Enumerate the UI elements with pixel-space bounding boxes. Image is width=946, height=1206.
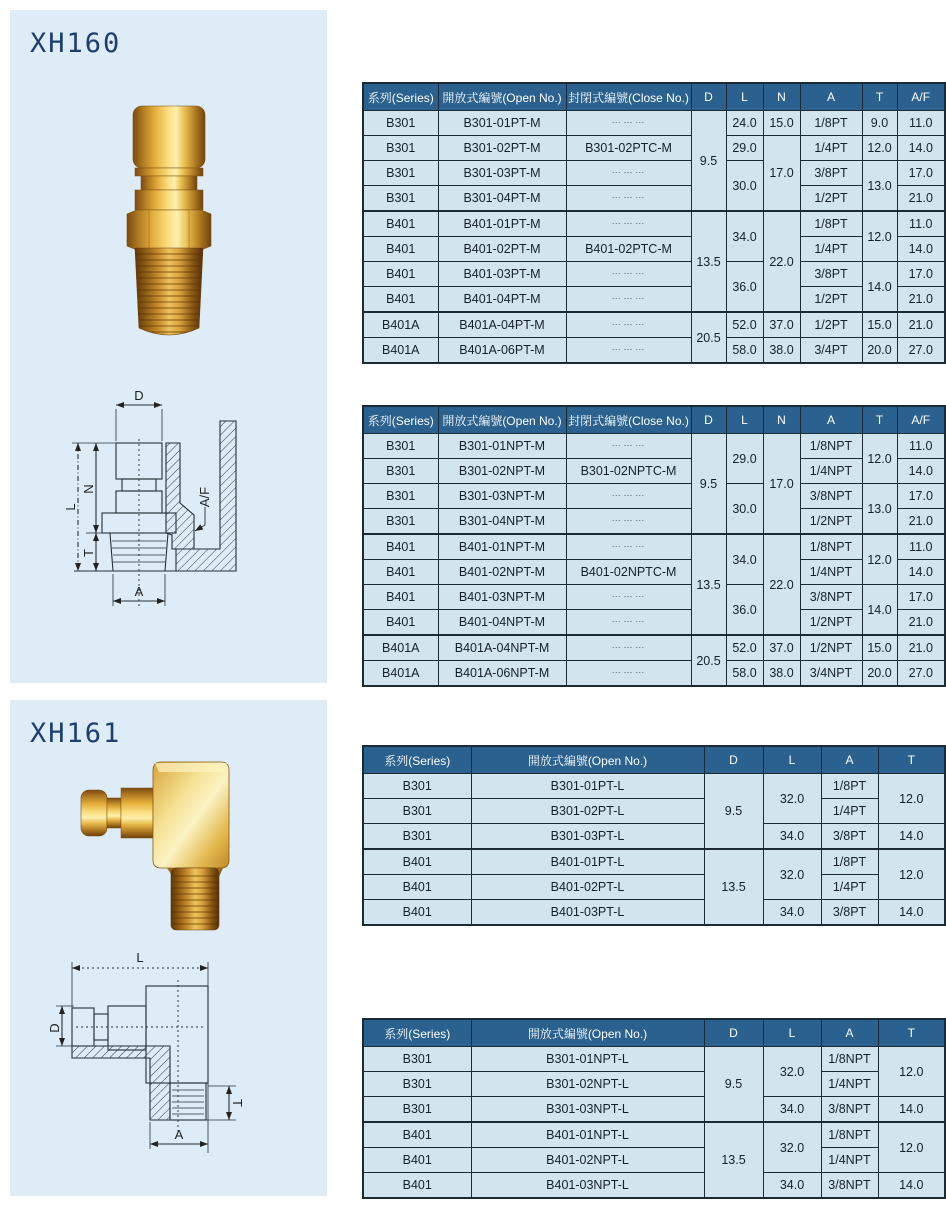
spec-cell: 14.0 [862, 262, 897, 313]
spec-cell: 1/4PT [800, 136, 862, 161]
table-row [363, 1148, 945, 1173]
column-header: 系列(Series) [363, 83, 438, 111]
spec-cell: 1/2PT [800, 186, 862, 212]
spec-cell: 21.0 [897, 312, 945, 338]
spec-cell: B301 [363, 186, 438, 212]
spec-cell: 1/2NPT [800, 509, 862, 535]
spec-cell: 3/8NPT [821, 1097, 878, 1123]
spec-cell: 13.5 [691, 534, 726, 635]
table-row [363, 1097, 945, 1123]
spec-cell: --- --- --- [566, 161, 691, 186]
spec-cell: 17.0 [897, 262, 945, 287]
spec-cell: B301-04PT-M [438, 186, 566, 212]
spec-cell: --- --- --- [566, 585, 691, 610]
spec-cell: B401 [363, 262, 438, 287]
table-row [363, 824, 945, 850]
table-row [363, 635, 945, 661]
column-header: 開放式編號(Open No.) [471, 1019, 704, 1047]
spec-cell: 58.0 [726, 661, 763, 687]
spec-cell: B401 [363, 875, 471, 900]
spec-cell: 17.0 [897, 161, 945, 186]
spec-cell: B301 [363, 161, 438, 186]
dim-label-d: D [133, 388, 144, 403]
spec-cell: B401 [363, 585, 438, 610]
spec-cell: 21.0 [897, 635, 945, 661]
spec-cell: 30.0 [726, 161, 763, 212]
spec-cell: 52.0 [726, 635, 763, 661]
spec-cell: 24.0 [726, 111, 763, 136]
column-header: L [726, 406, 763, 434]
header-row [363, 1019, 945, 1047]
spec-cell: B401-02PTC-M [566, 237, 691, 262]
spec-cell: 13.0 [862, 484, 897, 535]
table-row [363, 434, 945, 459]
table-row [363, 585, 945, 610]
spec-cell: B301-02NPT-M [438, 459, 566, 484]
spec-cell: --- --- --- [566, 534, 691, 560]
spec-table-xh161-npt [362, 1018, 944, 1199]
spec-cell: B301-02PTC-M [566, 136, 691, 161]
spec-cell: B301-03PT-M [438, 161, 566, 186]
product-code-xh160: XH160 [30, 28, 122, 59]
spec-cell: 1/2PT [800, 287, 862, 313]
spec-cell: 3/8PT [800, 262, 862, 287]
spec-cell: B301 [363, 111, 438, 136]
table-row [363, 900, 945, 926]
spec-cell: B401 [363, 1148, 471, 1173]
spec-cell: 1/8NPT [821, 1122, 878, 1148]
spec-cell: 9.5 [704, 774, 763, 850]
spec-cell: 11.0 [897, 111, 945, 136]
spec-cell: 38.0 [763, 338, 800, 364]
spec-cell: B401-04PT-M [438, 287, 566, 313]
spec-cell: 1/8PT [800, 211, 862, 237]
spec-table-xh160-npt [362, 405, 944, 687]
column-header: D [691, 83, 726, 111]
spec-cell: 9.0 [862, 111, 897, 136]
spec-cell: --- --- --- [566, 661, 691, 687]
spec-cell: 1/2NPT [800, 610, 862, 636]
spec-cell: 11.0 [897, 211, 945, 237]
spec-cell: 3/4NPT [800, 661, 862, 687]
spec-cell: B401-03NPT-M [438, 585, 566, 610]
spec-cell: B401-01PT-L [471, 849, 704, 875]
spec-cell: 20.0 [862, 338, 897, 364]
spec-cell: B401-02NPTC-M [566, 560, 691, 585]
spec-cell: B301 [363, 1097, 471, 1123]
spec-table-xh161-pt [362, 745, 944, 926]
spec-cell: B301 [363, 459, 438, 484]
spec-cell: --- --- --- [566, 338, 691, 364]
column-header: L [726, 83, 763, 111]
spec-cell: B401A-06NPT-M [438, 661, 566, 687]
spec-cell: B301-03NPT-M [438, 484, 566, 509]
spec-cell: B301-02PT-L [471, 799, 704, 824]
spec-cell: --- --- --- [566, 484, 691, 509]
spec-cell: --- --- --- [566, 111, 691, 136]
spec-cell: B401 [363, 900, 471, 926]
table-row [363, 1072, 945, 1097]
column-header: L [763, 746, 821, 774]
spec-cell: B401-03NPT-L [471, 1173, 704, 1199]
dim-label-a: A [134, 584, 143, 599]
spec-cell: B301 [363, 484, 438, 509]
spec-cell: B401 [363, 560, 438, 585]
spec-cell: 17.0 [763, 434, 800, 535]
spec-cell: 1/4NPT [821, 1148, 878, 1173]
spec-cell: 1/4PT [821, 799, 878, 824]
spec-cell: 1/4NPT [821, 1072, 878, 1097]
dimension-drawing-xh160 [24, 385, 314, 645]
column-header: A [800, 83, 862, 111]
table-row [363, 1122, 945, 1148]
spec-cell: 14.0 [878, 900, 945, 926]
spec-cell: B301 [363, 1047, 471, 1072]
spec-cell: 22.0 [763, 211, 800, 312]
spec-cell: B401A-04NPT-M [438, 635, 566, 661]
spec-cell: 12.0 [878, 1122, 945, 1173]
spec-cell: 27.0 [897, 661, 945, 687]
table-row [363, 338, 945, 364]
spec-cell: B301-04NPT-M [438, 509, 566, 535]
spec-cell: 9.5 [691, 434, 726, 535]
table-row [363, 237, 945, 262]
spec-cell: 12.0 [862, 211, 897, 262]
spec-cell: 37.0 [763, 635, 800, 661]
spec-cell: 12.0 [878, 1047, 945, 1097]
spec-cell: 1/8NPT [800, 534, 862, 560]
spec-cell: 21.0 [897, 509, 945, 535]
dim-label-n: N [80, 484, 96, 494]
spec-cell: B401A-04PT-M [438, 312, 566, 338]
spec-cell: B301-01PT-M [438, 111, 566, 136]
column-header: 開放式編號(Open No.) [438, 83, 566, 111]
table-row [363, 774, 945, 799]
product-panel-xh161 [10, 700, 327, 1196]
spec-cell: --- --- --- [566, 312, 691, 338]
spec-cell: 22.0 [763, 534, 800, 635]
spec-cell: 3/8NPT [800, 484, 862, 509]
spec-cell: B401A [363, 661, 438, 687]
column-header: N [763, 83, 800, 111]
spec-cell: 1/8NPT [800, 434, 862, 459]
spec-cell: 38.0 [763, 661, 800, 687]
spec-cell: 32.0 [763, 1122, 821, 1173]
spec-cell: --- --- --- [566, 211, 691, 237]
spec-cell: 1/4PT [821, 875, 878, 900]
dim-label-t: T [229, 1099, 245, 1107]
spec-cell: 3/8NPT [800, 585, 862, 610]
column-header: L [763, 1019, 821, 1047]
spec-cell: B301-01NPT-L [471, 1047, 704, 1072]
spec-cell: 34.0 [726, 211, 763, 262]
spec-cell: 58.0 [726, 338, 763, 364]
spec-cell: 36.0 [726, 262, 763, 313]
spec-cell: B301-03PT-L [471, 824, 704, 850]
spec-cell: 29.0 [726, 434, 763, 484]
spec-cell: 20.5 [691, 635, 726, 686]
spec-cell: 14.0 [878, 824, 945, 850]
spec-cell: B301 [363, 774, 471, 799]
column-header: 開放式編號(Open No.) [471, 746, 704, 774]
header-row [363, 746, 945, 774]
column-header: D [704, 1019, 763, 1047]
spec-cell: B401 [363, 237, 438, 262]
column-header: A [821, 1019, 878, 1047]
spec-cell: --- --- --- [566, 635, 691, 661]
spec-cell: B401-02PT-L [471, 875, 704, 900]
spec-cell: B301 [363, 1072, 471, 1097]
column-header: T [862, 83, 897, 111]
spec-cell: 17.0 [897, 484, 945, 509]
column-header: 系列(Series) [363, 1019, 471, 1047]
spec-cell: --- --- --- [566, 610, 691, 636]
spec-cell: 27.0 [897, 338, 945, 364]
table-row [363, 799, 945, 824]
spec-cell: 13.5 [704, 1122, 763, 1198]
spec-cell: 1/4NPT [800, 459, 862, 484]
spec-cell: 14.0 [897, 560, 945, 585]
spec-cell: --- --- --- [566, 287, 691, 313]
spec-cell: 37.0 [763, 312, 800, 338]
column-header: N [763, 406, 800, 434]
spec-cell: B401A [363, 635, 438, 661]
dim-label-af: A/F [196, 486, 212, 508]
spec-cell: --- --- --- [566, 509, 691, 535]
table-row [363, 661, 945, 687]
table-row [363, 560, 945, 585]
spec-cell: 12.0 [878, 774, 945, 824]
spec-cell: --- --- --- [566, 186, 691, 212]
spec-cell: 3/8PT [800, 161, 862, 186]
spec-cell: 3/4PT [800, 338, 862, 364]
column-header: D [704, 746, 763, 774]
spec-cell: 34.0 [763, 824, 821, 850]
spec-cell: 14.0 [878, 1173, 945, 1199]
spec-cell: B401-03PT-M [438, 262, 566, 287]
spec-table-xh160-npt [362, 405, 946, 687]
spec-cell: B301-01PT-L [471, 774, 704, 799]
spec-cell: 3/8PT [821, 824, 878, 850]
spec-cell: 34.0 [763, 1097, 821, 1123]
spec-cell: --- --- --- [566, 434, 691, 459]
spec-cell: 34.0 [763, 1173, 821, 1199]
spec-cell: 15.0 [763, 111, 800, 136]
product-code-xh161: XH161 [30, 718, 122, 749]
spec-cell: 21.0 [897, 186, 945, 212]
spec-cell: 14.0 [897, 459, 945, 484]
table-row [363, 186, 945, 212]
spec-cell: B401 [363, 211, 438, 237]
spec-cell: 20.0 [862, 661, 897, 687]
spec-cell: B401-02NPT-L [471, 1148, 704, 1173]
spec-cell: 30.0 [726, 484, 763, 535]
column-header: T [862, 406, 897, 434]
spec-cell: B401-02NPT-M [438, 560, 566, 585]
spec-cell: 1/8NPT [821, 1047, 878, 1072]
column-header: T [878, 746, 945, 774]
spec-cell: B301 [363, 824, 471, 850]
spec-cell: 32.0 [763, 1047, 821, 1097]
spec-cell: 32.0 [763, 774, 821, 824]
spec-cell: B401 [363, 610, 438, 636]
spec-cell: 13.0 [862, 161, 897, 212]
header-row [363, 406, 945, 434]
column-header: A [800, 406, 862, 434]
spec-cell: 14.0 [897, 136, 945, 161]
spec-cell: 9.5 [691, 111, 726, 212]
column-header: 系列(Series) [363, 746, 471, 774]
spec-cell: 3/8PT [821, 900, 878, 926]
dimension-drawing-xh161 [24, 948, 314, 1173]
table-row [363, 1047, 945, 1072]
column-header: A/F [897, 406, 945, 434]
spec-cell: 1/8PT [821, 849, 878, 875]
spec-cell: B401A [363, 312, 438, 338]
spec-cell: 52.0 [726, 312, 763, 338]
table-row [363, 161, 945, 186]
column-header: 系列(Series) [363, 406, 438, 434]
table-row [363, 287, 945, 313]
table-row [363, 459, 945, 484]
table-row [363, 1173, 945, 1199]
spec-cell: B401-01NPT-M [438, 534, 566, 560]
spec-cell: B301 [363, 434, 438, 459]
spec-table-xh160-pt [362, 82, 946, 364]
product-panel-xh160 [10, 10, 327, 683]
spec-cell: B401 [363, 1122, 471, 1148]
spec-cell: 21.0 [897, 287, 945, 313]
spec-cell: --- --- --- [566, 262, 691, 287]
dim-label-a: A [174, 1127, 183, 1142]
header-row [363, 83, 945, 111]
table-row [363, 111, 945, 136]
cross-section-drawing [24, 385, 314, 645]
spec-cell: 1/4PT [800, 237, 862, 262]
spec-cell: 29.0 [726, 136, 763, 161]
spec-cell: 11.0 [897, 534, 945, 560]
spec-cell: B401-04NPT-M [438, 610, 566, 636]
cross-section-drawing [24, 948, 314, 1173]
spec-cell: 34.0 [726, 534, 763, 585]
spec-cell: 15.0 [862, 635, 897, 661]
spec-cell: 14.0 [862, 585, 897, 636]
spec-cell: 1/4NPT [800, 560, 862, 585]
table-row [363, 211, 945, 237]
spec-cell: B301-02PT-M [438, 136, 566, 161]
spec-cell: B401-03PT-L [471, 900, 704, 926]
spec-table-xh160-pt [362, 82, 944, 364]
spec-cell: 9.5 [704, 1047, 763, 1123]
spec-cell: B401-01PT-M [438, 211, 566, 237]
spec-cell: B401 [363, 534, 438, 560]
spec-cell: B301 [363, 509, 438, 535]
brass-straight-plug-image [119, 102, 219, 342]
table-row [363, 610, 945, 636]
spec-cell: 1/2NPT [800, 635, 862, 661]
column-header: T [878, 1019, 945, 1047]
spec-cell: B401 [363, 287, 438, 313]
spec-cell: B401 [363, 849, 471, 875]
table-row [363, 484, 945, 509]
spec-cell: 34.0 [763, 900, 821, 926]
spec-cell: 21.0 [897, 610, 945, 636]
spec-cell: 17.0 [763, 136, 800, 212]
spec-cell: 13.5 [704, 849, 763, 925]
table-row [363, 312, 945, 338]
spec-cell: 36.0 [726, 585, 763, 636]
table-row [363, 136, 945, 161]
spec-cell: 12.0 [862, 434, 897, 484]
spec-cell: 14.0 [897, 237, 945, 262]
column-header: 開放式編號(Open No.) [438, 406, 566, 434]
spec-cell: B301 [363, 799, 471, 824]
dim-label-d: D [46, 1023, 62, 1033]
dim-label-t: T [80, 549, 96, 557]
spec-cell: 14.0 [878, 1097, 945, 1123]
column-header: 封閉式編號(Close No.) [566, 83, 691, 111]
spec-cell: 20.5 [691, 312, 726, 363]
spec-table-xh161-npt [362, 1018, 946, 1199]
spec-cell: B301 [363, 136, 438, 161]
spec-cell: 13.5 [691, 211, 726, 312]
spec-cell: B301-03NPT-L [471, 1097, 704, 1123]
spec-cell: B301-02NPT-L [471, 1072, 704, 1097]
spec-cell: 1/8PT [800, 111, 862, 136]
spec-cell: B401A [363, 338, 438, 364]
spec-cell: 12.0 [878, 849, 945, 900]
spec-cell: B401 [363, 1173, 471, 1199]
spec-cell: B401-01NPT-L [471, 1122, 704, 1148]
spec-cell: 32.0 [763, 849, 821, 900]
brass-elbow-plug-image [79, 750, 259, 935]
column-header: A [821, 746, 878, 774]
dim-label-l: L [62, 503, 78, 511]
column-header: A/F [897, 83, 945, 111]
spec-cell: 15.0 [862, 312, 897, 338]
spec-cell: 12.0 [862, 534, 897, 585]
table-row [363, 509, 945, 535]
spec-cell: 3/8NPT [821, 1173, 878, 1199]
spec-cell: 17.0 [897, 585, 945, 610]
spec-table-xh161-pt [362, 745, 946, 926]
table-row [363, 262, 945, 287]
dim-label-l: L [135, 950, 144, 965]
spec-cell: 11.0 [897, 434, 945, 459]
table-row [363, 849, 945, 875]
spec-cell: 1/2PT [800, 312, 862, 338]
product-photo-xh161 [79, 750, 259, 935]
spec-cell: 1/8PT [821, 774, 878, 799]
column-header: D [691, 406, 726, 434]
spec-cell: B401A-06PT-M [438, 338, 566, 364]
table-row [363, 875, 945, 900]
spec-cell: B301-01NPT-M [438, 434, 566, 459]
product-photo-xh160 [119, 102, 219, 342]
spec-cell: 12.0 [862, 136, 897, 161]
spec-cell: B401-02PT-M [438, 237, 566, 262]
table-row [363, 534, 945, 560]
spec-cell: B301-02NPTC-M [566, 459, 691, 484]
column-header: 封閉式編號(Close No.) [566, 406, 691, 434]
